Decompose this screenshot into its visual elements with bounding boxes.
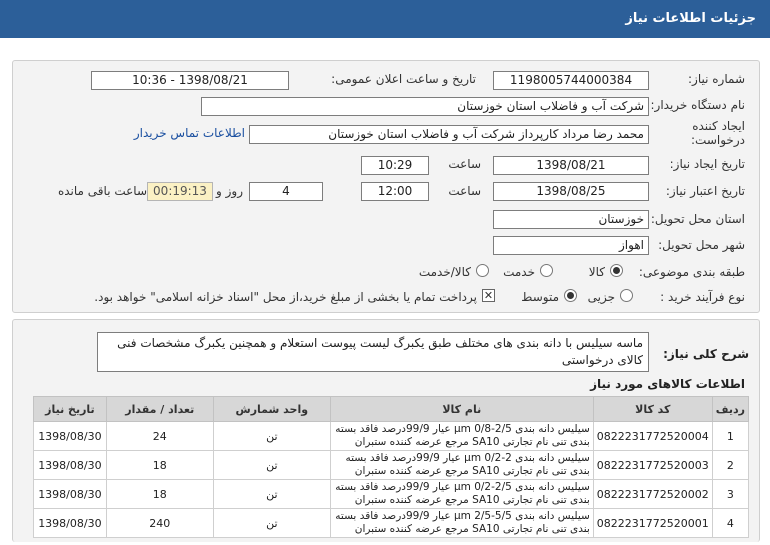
item-code: 0822231772520002 <box>593 480 712 509</box>
row-index: 4 <box>712 509 748 538</box>
item-unit: تن <box>213 422 330 451</box>
announce-label: تاریخ و ساعت اعلان عمومی: <box>331 72 476 86</box>
row-index: 3 <box>712 480 748 509</box>
created-date-label: تاریخ ایجاد نیاز: <box>669 157 745 171</box>
col-code: کد کالا <box>593 397 712 422</box>
item-unit: تن <box>213 451 330 480</box>
category-both-label: کالا/خدمت <box>418 265 471 279</box>
buyer-label: نام دستگاه خریدار: <box>650 98 745 112</box>
item-date: 1398/08/30 <box>34 480 107 509</box>
created-time-label: ساعت <box>448 157 481 171</box>
item-code: 0822231772520001 <box>593 509 712 538</box>
col-quantity: تعداد / مقدار <box>106 397 213 422</box>
page-title: جزئیات اطلاعات نیاز <box>625 11 756 26</box>
process-minor-radio[interactable] <box>620 289 633 302</box>
page-header <box>0 0 770 38</box>
category-goods-label: کالا <box>588 265 605 279</box>
creator-label-2: درخواست: <box>691 133 745 147</box>
item-quantity: 18 <box>106 480 213 509</box>
item-name: سیلیس دانه بندی 2/5-0/8 µm عیار 99/9درصد فاقد بسته بندی تنی نام تجارتی SA10 مرجع عرضه کننده ستبران <box>330 422 593 451</box>
item-name: سیلیس دانه بندی 2-0/2 µm عیار 99/9درصد فاقد بسته بندی تنی نام تجارتی SA10 مرجع عرضه کننده ستبران <box>330 451 593 480</box>
item-quantity: 18 <box>106 451 213 480</box>
item-unit: تن <box>213 480 330 509</box>
items-panel <box>12 319 760 542</box>
item-code: 0822231772520004 <box>593 422 712 451</box>
need-number-field[interactable]: 1198005744000384 <box>493 71 649 90</box>
items-table-header <box>34 397 749 422</box>
creator-label: ایجاد کننده <box>692 119 745 133</box>
items-table <box>33 396 749 538</box>
table-row[interactable] <box>34 422 749 451</box>
item-name: سیلیس دانه بندی 2/5-0/2 µm عیار 99/9درصد فاقد بسته بندی تنی نام تجارتی SA10 مرجع عرضه کننده ستبران <box>330 480 593 509</box>
process-medium-radio[interactable] <box>564 289 577 302</box>
item-code: 0822231772520003 <box>593 451 712 480</box>
days-label: روز و <box>216 184 243 198</box>
creator-field[interactable]: محمد رضا مرداد کارپرداز شرکت آب و فاضلاب استان خوزستان <box>249 125 649 144</box>
valid-date-label: تاریخ اعتبار نیاز: <box>665 184 745 198</box>
buyer-contact-link[interactable]: اطلاعات تماس خریدار <box>133 126 245 140</box>
created-time-field[interactable]: 10:29 <box>361 156 429 175</box>
category-both-radio[interactable] <box>476 264 489 277</box>
summary-label: شرح کلی نیاز: <box>663 347 749 361</box>
treasury-payment-note: پرداخت تمام یا بخشی از مبلغ خرید،از محل "اسناد خزانه اسلامی" خواهد بود. <box>94 290 477 304</box>
item-quantity: 24 <box>106 422 213 451</box>
city-label: شهر محل تحویل: <box>658 238 745 252</box>
created-date-field[interactable]: 1398/08/21 <box>493 156 649 175</box>
item-quantity: 240 <box>106 509 213 538</box>
buyer-field[interactable]: شرکت آب و فاضلاب استان خوزستان <box>201 97 649 116</box>
summary-text: ماسه سیلیس با دانه بندی های مختلف طبق یکبرگ لیست پیوست استعلام و همچنین یکبرگ مشخصات فنی کالای درخواستی <box>97 332 649 372</box>
row-index: 1 <box>712 422 748 451</box>
remaining-label: ساعت باقی مانده <box>57 184 147 198</box>
item-unit: تن <box>213 509 330 538</box>
valid-time-label: ساعت <box>448 184 481 198</box>
need-number-label: شماره نیاز: <box>688 72 745 86</box>
process-minor-label: جزیی <box>587 290 615 304</box>
province-label: استان محل تحویل: <box>650 212 745 226</box>
col-name: نام کالا <box>330 397 593 422</box>
category-service-radio[interactable] <box>540 264 553 277</box>
announce-datetime-field[interactable]: 1398/08/21 - 10:36 <box>91 71 289 90</box>
process-medium-label: متوسط <box>521 290 559 304</box>
valid-date-field[interactable]: 1398/08/25 <box>493 182 649 201</box>
remaining-time-field: 00:19:13 <box>147 182 213 201</box>
treasury-payment-checkbox[interactable]: ✕ <box>483 289 494 302</box>
valid-time-field[interactable]: 12:00 <box>361 182 429 201</box>
table-row[interactable] <box>34 451 749 480</box>
category-goods-radio[interactable] <box>610 264 623 277</box>
province-field[interactable]: خوزستان <box>493 210 649 229</box>
table-row[interactable] <box>34 509 749 538</box>
item-date: 1398/08/30 <box>34 451 107 480</box>
col-unit: واحد شمارش <box>213 397 330 422</box>
city-field[interactable]: اهواز <box>493 236 649 255</box>
category-label: طبقه بندی موضوعی: <box>638 265 745 279</box>
table-row[interactable] <box>34 480 749 509</box>
item-date: 1398/08/30 <box>34 422 107 451</box>
item-name: سیلیس دانه بندی 5/5-2/5 µm عیار 99/9درصد فاقد بسته بندی تنی نام تجارتی SA10 مرجع عرضه کننده ستبران <box>330 509 593 538</box>
process-label: نوع فرآیند خرید : <box>660 290 745 304</box>
row-index: 2 <box>712 451 748 480</box>
remaining-days-field: 4 <box>249 182 323 201</box>
items-section-title: اطلاعات کالاهای مورد نیاز <box>590 377 745 391</box>
category-service-label: خدمت <box>503 265 535 279</box>
col-date: تاریخ نیاز <box>34 397 107 422</box>
item-date: 1398/08/30 <box>34 509 107 538</box>
need-details-panel <box>12 60 760 313</box>
col-row: ردیف <box>712 397 748 422</box>
